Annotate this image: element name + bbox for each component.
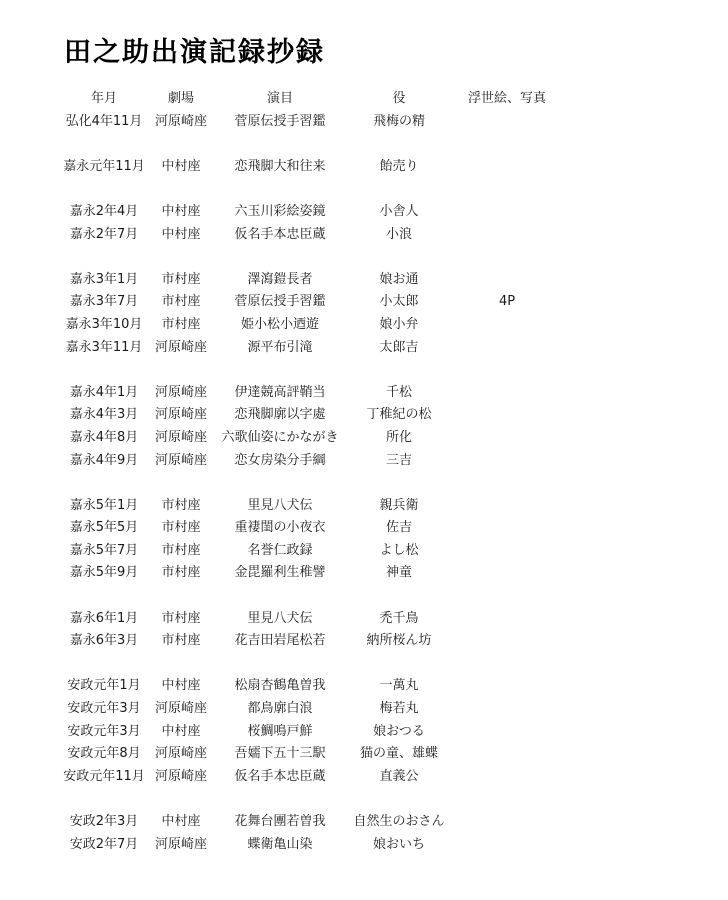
table-row [0, 608, 728, 631]
cell-role: 娘お通 [379, 271, 419, 287]
header-prints: 浮世絵、写真 [467, 91, 546, 106]
cell-role: 飛梅の精 [372, 113, 425, 129]
performance-record-table [0, 88, 728, 856]
cell-play: 名誉仁政録 [247, 542, 313, 558]
cell-role: 佐吉 [385, 520, 412, 536]
header-role: 役 [392, 91, 406, 106]
cell-theater: 河原崎座 [154, 429, 207, 445]
cell-date: 嘉永5年1月 [69, 497, 139, 513]
cell-role: 納所桜ん坊 [366, 633, 432, 649]
cell-role: 丁稚紀の松 [366, 407, 432, 423]
table-row [0, 540, 728, 563]
cell-date: 嘉永4年8月 [69, 429, 139, 445]
cell-date: 嘉永2年7月 [69, 226, 139, 242]
table-row [0, 382, 728, 405]
cell-play: 金毘羅利生稚譬 [234, 565, 326, 581]
cell-play: 桜鯛鳴戸鮮 [247, 723, 313, 739]
cell-date: 嘉永3年7月 [69, 294, 139, 310]
table-row [0, 517, 728, 540]
table-row [0, 156, 728, 179]
table-row [0, 314, 728, 337]
cell-theater: 中村座 [161, 158, 201, 174]
cell-theater: 市村座 [161, 520, 201, 536]
cell-role: 小太郎 [379, 294, 419, 310]
cell-theater: 中村座 [161, 203, 201, 219]
cell-theater: 市村座 [161, 497, 201, 513]
cell-date: 嘉永5年7月 [69, 542, 139, 558]
cell-date: 嘉永5年9月 [69, 565, 139, 581]
cell-play: 姫小松小迺遊 [240, 316, 319, 332]
cell-play: 六玉川彩絵姿鏡 [234, 203, 326, 219]
cell-theater: 河原崎座 [154, 384, 207, 400]
cell-play: 松扇杏鶴亀曽我 [234, 678, 326, 694]
cell-theater: 河原崎座 [154, 836, 207, 852]
cell-theater: 河原崎座 [154, 768, 207, 784]
table-row [0, 698, 728, 721]
table-row [0, 427, 728, 450]
cell-role: 娘おいち [372, 836, 425, 852]
table-row [0, 337, 728, 360]
cell-role: 親兵衛 [379, 497, 419, 513]
cell-role: 三吉 [385, 452, 412, 468]
cell-play: 都鳥廓白浪 [247, 701, 313, 717]
cell-date: 安政元年8月 [67, 746, 141, 762]
header-date: 年月 [90, 91, 117, 106]
cell-date: 安政元年3月 [67, 723, 141, 739]
cell-date: 安政2年7月 [69, 836, 139, 852]
cell-theater: 河原崎座 [154, 407, 207, 423]
cell-theater: 中村座 [161, 226, 201, 242]
cell-play: 源平布引滝 [247, 339, 313, 355]
cell-role: 直義公 [379, 768, 419, 784]
table-row [0, 495, 728, 518]
cell-role: 禿千鳥 [379, 610, 419, 626]
cell-play: 花吉田岩尾松若 [234, 633, 326, 649]
cell-play: 恋飛脚大和往来 [234, 158, 326, 174]
cell-theater: 河原崎座 [154, 452, 207, 468]
cell-play: 花舞台團若曽我 [234, 814, 326, 829]
cell-date: 嘉永2年4月 [69, 203, 139, 219]
cell-date: 嘉永6年1月 [69, 610, 139, 626]
group-spacer [0, 178, 728, 201]
cell-role: 一萬丸 [379, 678, 419, 694]
cell-date: 安政元年3月 [67, 701, 141, 717]
cell-theater: 中村座 [161, 814, 201, 829]
table-header-row [0, 88, 728, 111]
group-spacer [0, 246, 728, 269]
table-row [0, 269, 728, 292]
cell-play: 菅原伝授手習鑑 [234, 113, 326, 129]
table-row [0, 630, 728, 653]
cell-role: 娘おつる [373, 723, 425, 739]
cell-prints: 4P [498, 294, 516, 310]
cell-theater: 河原崎座 [154, 339, 207, 355]
cell-role: 猫の童、雄蝶 [359, 746, 438, 762]
cell-theater: 市村座 [161, 633, 201, 649]
cell-play: 里見八犬伝 [247, 497, 313, 513]
cell-date: 嘉永4年3月 [69, 407, 139, 423]
cell-theater: 河原崎座 [154, 746, 207, 762]
cell-theater: 市村座 [161, 610, 201, 626]
cell-role: 自然生のおさん [353, 814, 445, 829]
table-row [0, 291, 728, 314]
table-row [0, 404, 728, 427]
cell-role: 小浪 [385, 226, 412, 242]
cell-role: 飴売り [379, 158, 419, 174]
cell-date: 嘉永6年3月 [69, 633, 139, 649]
table-row [0, 721, 728, 744]
cell-play: 蝶衛亀山染 [247, 836, 313, 852]
table-row [0, 450, 728, 473]
table-row [0, 743, 728, 766]
cell-role: 太郎吉 [379, 339, 419, 355]
table-row [0, 811, 728, 834]
cell-play: 重褄閨の小夜衣 [234, 520, 326, 536]
cell-date: 嘉永3年11月 [65, 339, 143, 355]
cell-theater: 市村座 [161, 565, 201, 581]
cell-date: 安政元年1月 [67, 678, 141, 694]
cell-date: 嘉永3年10月 [65, 316, 143, 332]
table-row [0, 201, 728, 224]
cell-date: 弘化4年11月 [65, 113, 143, 129]
cell-date: 嘉永5年5月 [69, 520, 139, 536]
group-spacer [0, 133, 728, 156]
cell-theater: 中村座 [161, 723, 201, 739]
document-title: 田之助出演記録抄録 [64, 37, 325, 68]
group-spacer [0, 788, 728, 811]
group-spacer [0, 653, 728, 676]
cell-play: 六歌仙姿にかながき [221, 429, 339, 445]
table-row [0, 224, 728, 247]
cell-theater: 中村座 [161, 678, 201, 694]
cell-date: 嘉永4年9月 [69, 452, 139, 468]
cell-date: 安政2年3月 [69, 814, 139, 829]
cell-date: 安政元年11月 [63, 768, 145, 784]
cell-play: 仮名手本忠臣蔵 [234, 768, 326, 784]
cell-date: 嘉永3年1月 [69, 271, 139, 287]
cell-role: 神童 [385, 565, 412, 581]
table-row [0, 675, 728, 698]
cell-role: 梅若丸 [379, 701, 419, 717]
cell-theater: 市村座 [161, 294, 201, 310]
cell-role: 所化 [385, 429, 412, 445]
cell-role: 小舎人 [379, 203, 419, 219]
cell-role: 千松 [385, 384, 412, 400]
cell-theater: 河原崎座 [154, 701, 207, 717]
header-theater: 劇場 [167, 91, 194, 106]
table-row [0, 766, 728, 789]
cell-theater: 市村座 [161, 542, 201, 558]
cell-play: 伊達競高評鞘当 [234, 384, 326, 400]
cell-play: 恋女房染分手綱 [234, 452, 326, 468]
cell-play: 菅原伝授手習鑑 [234, 294, 326, 310]
cell-play: 吾嬬下五十三駅 [234, 746, 326, 762]
table-row [0, 834, 728, 857]
cell-play: 里見八犬伝 [247, 610, 313, 626]
cell-play: 恋飛脚廓以字處 [234, 407, 326, 423]
cell-play: 仮名手本忠臣蔵 [234, 226, 326, 242]
cell-theater: 河原崎座 [154, 113, 207, 129]
cell-role: 娘小弁 [379, 316, 419, 332]
group-spacer [0, 472, 728, 495]
header-play: 演目 [266, 91, 293, 106]
table-row [0, 111, 728, 134]
cell-date: 嘉永4年1月 [69, 384, 139, 400]
cell-theater: 市村座 [161, 271, 201, 287]
table-row [0, 562, 728, 585]
group-spacer [0, 585, 728, 608]
cell-theater: 市村座 [161, 316, 201, 332]
group-spacer [0, 359, 728, 382]
cell-date: 嘉永元年11月 [63, 158, 145, 174]
cell-role: よし松 [379, 542, 419, 558]
cell-play: 澤瀉鎧長者 [247, 271, 313, 287]
